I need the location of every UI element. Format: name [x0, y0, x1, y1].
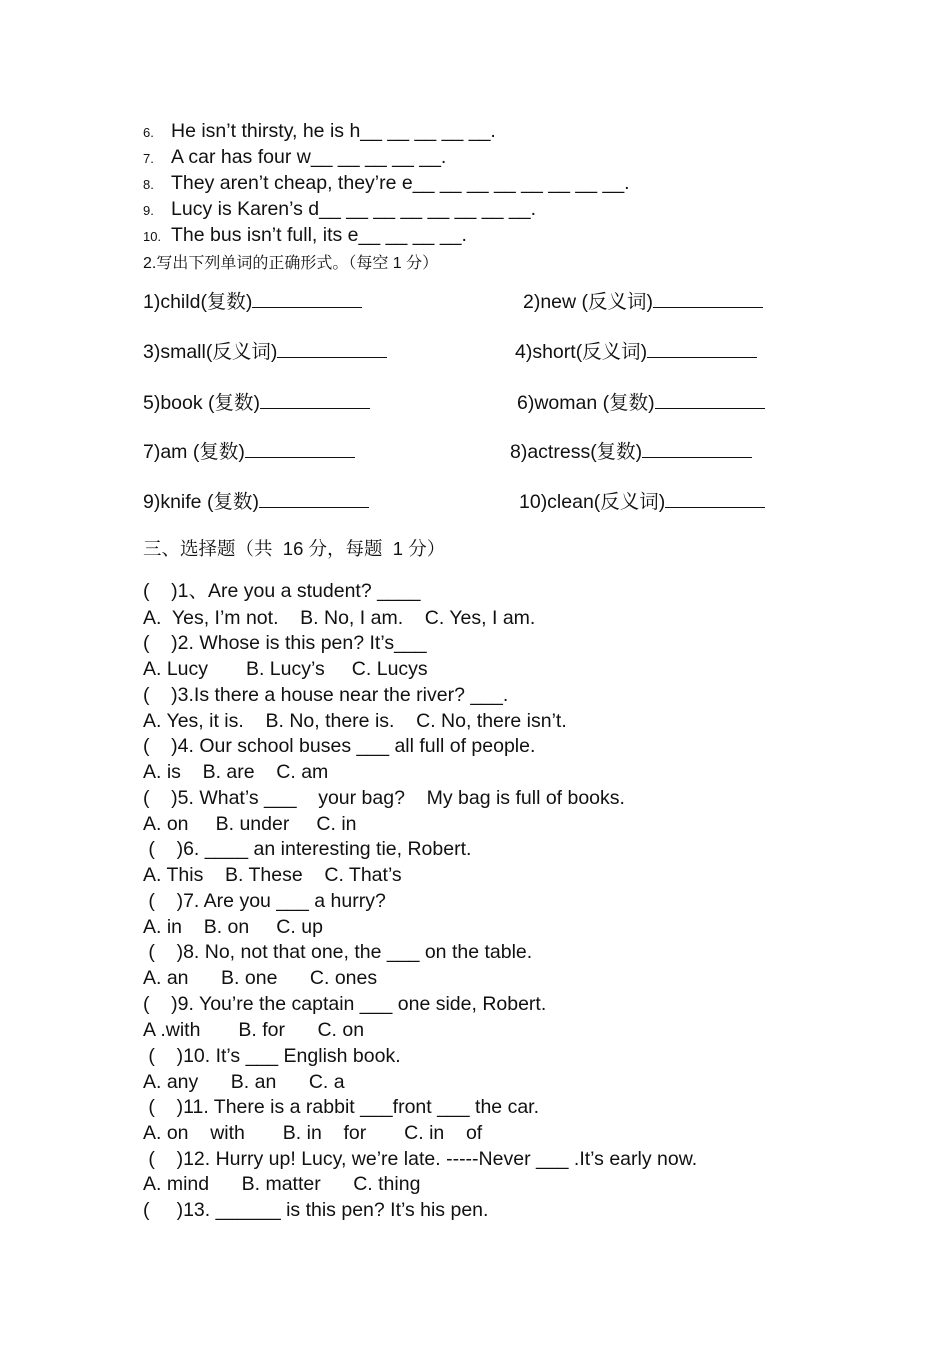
- fill-item-number: 8.: [143, 177, 154, 192]
- fill-item: [143, 198, 536, 222]
- answer-blank[interactable]: [260, 391, 370, 409]
- word-form-label: 7)am (复数): [143, 441, 245, 463]
- word-form-label: 1)child(复数): [143, 291, 253, 313]
- answer-blank[interactable]: [642, 440, 752, 458]
- question-line: ( )2. Whose is this pen? It’s___: [143, 632, 427, 654]
- options-line: A. This B. These C. That’s: [143, 864, 402, 886]
- fill-item-text: The bus isn’t full, its e__ __ __ __.: [171, 224, 467, 246]
- options-line: A. Yes, I’m not. B. No, I am. C. Yes, I am.: [143, 607, 536, 629]
- question-line: ( )9. You’re the captain ___ one side, Robert.: [143, 993, 547, 1015]
- fill-item-number: 9.: [143, 203, 154, 218]
- fill-item: [143, 120, 496, 144]
- options-line: A. on with B. in for C. in of: [143, 1122, 483, 1144]
- word-form-label: 2)new (反义词): [523, 291, 654, 313]
- fill-item-text: They aren’t cheap, they’re e__ __ __ __ __ __ __ __.: [171, 172, 630, 194]
- options-line: A. an B. one C. ones: [143, 967, 378, 989]
- fill-item-number: 6.: [143, 125, 154, 140]
- word-form-item: [143, 490, 369, 513]
- word-form-item: [515, 340, 757, 363]
- word-form-item: [517, 391, 765, 414]
- fill-item: [143, 224, 467, 248]
- word-form-label: 6)woman (复数): [517, 392, 655, 414]
- options-line: A. on B. under C. in: [143, 813, 357, 835]
- word-form-label: 10)clean(反义词): [519, 491, 666, 513]
- options-line: A. is B. are C. am: [143, 761, 329, 783]
- question-line: ( )12. Hurry up! Lucy, we’re late. -----Never ___ .It’s early now.: [143, 1148, 698, 1170]
- question-line: ( )3.Is there a house near the river? ___.: [143, 684, 509, 706]
- fill-item-number: 10.: [143, 229, 162, 244]
- question-line: ( )1、Are you a student? ____: [143, 580, 421, 602]
- options-line: A. Yes, it is. B. No, there is. C. No, there isn’t.: [143, 710, 567, 732]
- options-line: A .with B. for C. on: [143, 1019, 365, 1041]
- answer-blank[interactable]: [653, 290, 763, 308]
- fill-item-text: A car has four w__ __ __ __ __.: [171, 146, 447, 168]
- options-line: A. in B. on C. up: [143, 916, 323, 938]
- word-form-item: [143, 440, 355, 463]
- question-line: ( )10. It’s ___ English book.: [143, 1045, 401, 1067]
- question-line: ( )5. What’s ___ your bag? My bag is full of books.: [143, 787, 625, 809]
- word-form-item: [510, 440, 752, 463]
- answer-blank[interactable]: [647, 340, 757, 358]
- question-line: ( )8. No, not that one, the ___ on the table.: [143, 941, 533, 963]
- question-line: ( )4. Our school buses ___ all full of people.: [143, 735, 536, 757]
- answer-blank[interactable]: [259, 490, 369, 508]
- answer-blank[interactable]: [245, 440, 355, 458]
- fill-item: [143, 146, 446, 170]
- fill-item-number: 7.: [143, 151, 154, 166]
- fill-item-text: Lucy is Karen’s d__ __ __ __ __ __ __ __.: [171, 198, 536, 220]
- word-form-item: [143, 340, 387, 363]
- fill-item-text: He isn’t thirsty, he is h__ __ __ __ __.: [171, 120, 496, 142]
- question-line: ( )11. There is a rabbit ___front ___ the car.: [143, 1096, 539, 1118]
- options-line: A. any B. an C. a: [143, 1071, 345, 1093]
- answer-blank[interactable]: [252, 290, 362, 308]
- word-form-label: 5)book (复数): [143, 392, 261, 414]
- word-form-item: [523, 290, 763, 313]
- word-form-item: [519, 490, 765, 513]
- answer-blank[interactable]: [665, 490, 765, 508]
- word-form-label: 4)short(反义词): [515, 341, 648, 363]
- question-line: ( )13. ______ is this pen? It’s his pen.: [143, 1199, 489, 1221]
- options-line: A. mind B. matter C. thing: [143, 1173, 421, 1195]
- fill-item: [143, 172, 630, 196]
- section-2-title: 2.写出下列单词的正确形式。（每空 1 分）: [143, 255, 439, 272]
- word-form-item: [143, 391, 370, 414]
- section-3-title: 三、选择题（共 16 分，每题 1 分）: [143, 538, 446, 559]
- question-line: ( )6. ____ an interesting tie, Robert.: [143, 838, 472, 860]
- word-form-label: 9)knife (复数): [143, 491, 259, 513]
- word-form-label: 8)actress(复数): [510, 441, 643, 463]
- options-line: A. Lucy B. Lucy’s C. Lucys: [143, 658, 428, 680]
- word-form-label: 3)small(反义词): [143, 341, 278, 363]
- question-line: ( )7. Are you ___ a hurry?: [143, 890, 386, 912]
- answer-blank[interactable]: [655, 391, 765, 409]
- word-form-item: [143, 290, 362, 313]
- answer-blank[interactable]: [277, 340, 387, 358]
